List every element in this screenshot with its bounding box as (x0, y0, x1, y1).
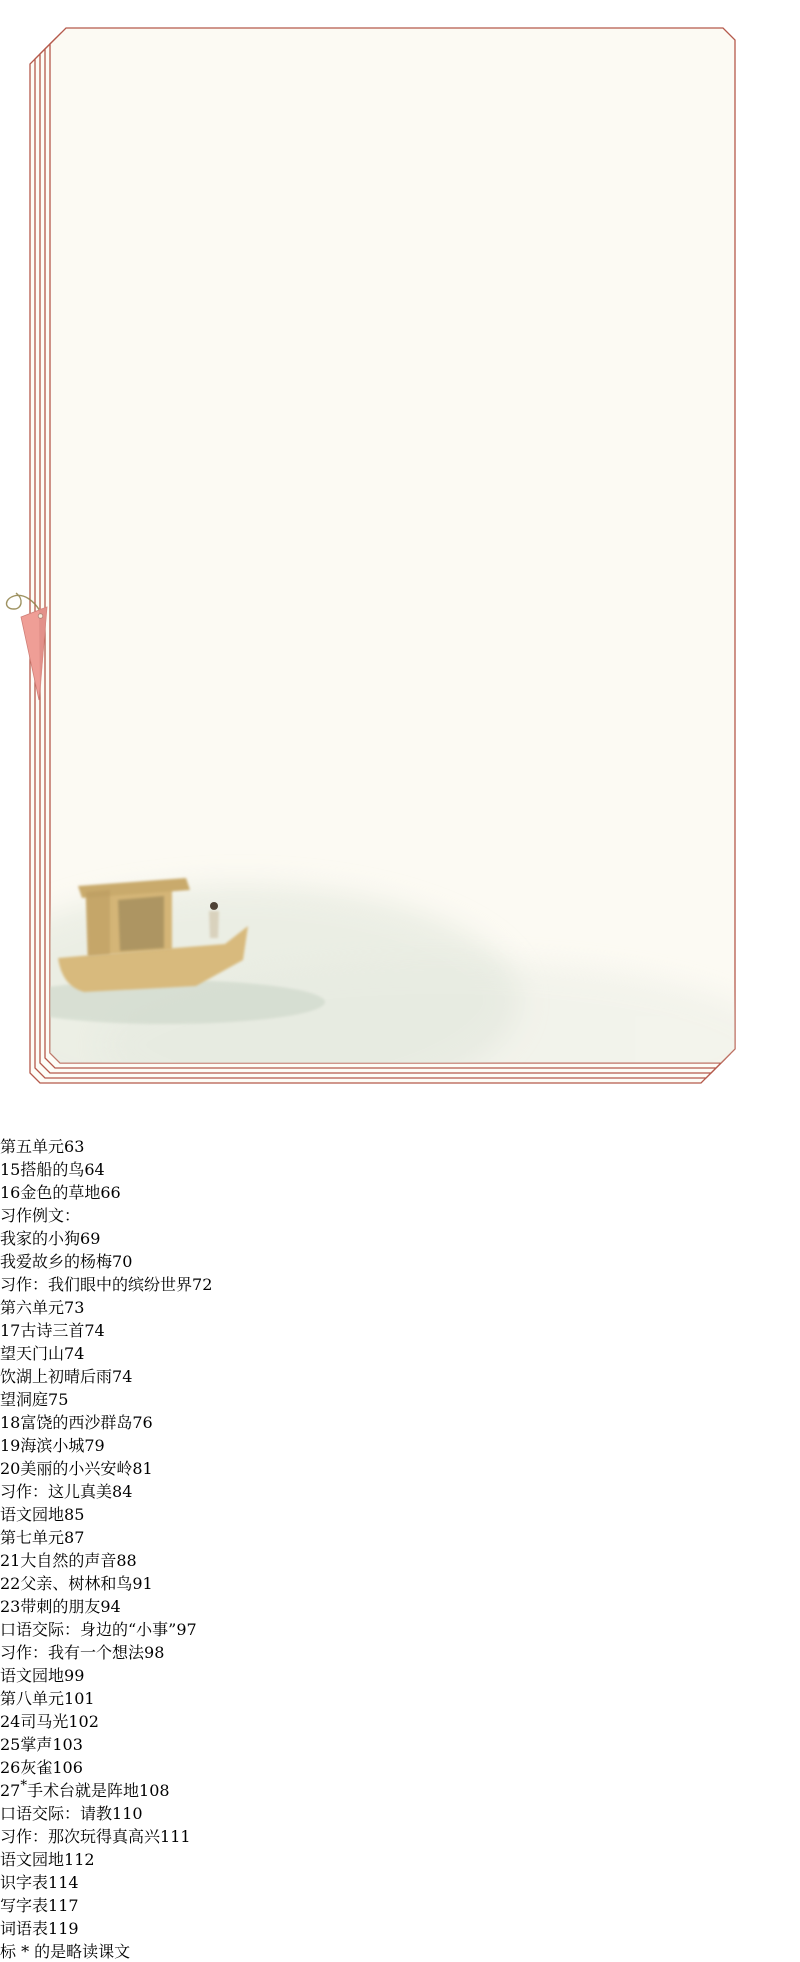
page-number: 102 (68, 1712, 99, 1731)
page-number: 94 (100, 1597, 121, 1616)
page-number: 85 (64, 1505, 85, 1524)
page-number: 74 (112, 1367, 133, 1386)
bookmark-hole (38, 614, 43, 619)
sub-row (0, 1387, 800, 1410)
lesson-row (0, 1180, 800, 1203)
page-number: 103 (52, 1735, 83, 1754)
page-number: 75 (48, 1390, 69, 1409)
page-number: 74 (84, 1321, 105, 1340)
unit-row (0, 1295, 800, 1318)
unit-title: 第七单元 (0, 1528, 65, 1547)
reference-row (0, 1893, 800, 1916)
page-number: 114 (48, 1873, 79, 1892)
sub-row (0, 1249, 800, 1272)
activity-title: 语文园地 (0, 1505, 65, 1524)
lesson-title: 搭船的鸟 (20, 1160, 85, 1179)
toc-column-right (0, 1571, 800, 1962)
skim-asterisk: * (20, 1778, 28, 1794)
page-number: 119 (48, 1919, 79, 1938)
page-number: 91 (132, 1574, 153, 1593)
page-number: 84 (112, 1482, 133, 1501)
lesson-title: 灰雀 (20, 1758, 53, 1777)
sub-row (0, 1364, 800, 1387)
lesson-title: 司马光 (20, 1712, 69, 1731)
activity-row (0, 1502, 800, 1525)
page-number: 87 (64, 1528, 85, 1547)
page-number: 76 (132, 1413, 153, 1432)
unit-row (0, 1525, 800, 1548)
lesson-number: 26 (0, 1758, 21, 1777)
reference-title: 词语表 (0, 1919, 49, 1938)
page-number: 101 (64, 1689, 95, 1708)
activity-row (0, 1617, 800, 1640)
activity-row (0, 1640, 800, 1663)
activity-row (0, 1203, 800, 1226)
reference-row (0, 1870, 800, 1893)
lesson-number: 25 (0, 1735, 21, 1754)
page-number: 70 (112, 1252, 133, 1271)
page-number: 117 (48, 1896, 79, 1915)
page-number: 66 (100, 1183, 121, 1202)
lesson-title: 掌声 (20, 1735, 53, 1754)
lesson-number: 22 (0, 1574, 21, 1593)
lesson-number: 16 (0, 1183, 21, 1202)
lesson-title: 手术台就是阵地 (27, 1781, 140, 1800)
page-number: 98 (144, 1643, 165, 1662)
activity-title: 语文园地 (0, 1666, 65, 1685)
page-number: 79 (84, 1436, 105, 1455)
activity-row (0, 1272, 800, 1295)
bookmark-tag (7, 593, 48, 700)
lesson-row (0, 1548, 800, 1571)
page-number: 69 (80, 1229, 101, 1248)
sub-title: 饮湖上初晴后雨 (0, 1367, 113, 1386)
page-number: 99 (64, 1666, 85, 1685)
page-number: 73 (64, 1298, 85, 1317)
lesson-title: 海滨小城 (20, 1436, 85, 1455)
lesson-row (0, 1433, 800, 1456)
activity-title: 习作：我们眼中的缤纷世界 (0, 1275, 193, 1294)
lesson-title: 富饶的西沙群岛 (20, 1413, 133, 1432)
page-number: 64 (84, 1160, 105, 1179)
lesson-title: 大自然的声音 (20, 1551, 117, 1570)
sub-title: 我家的小狗 (0, 1229, 81, 1248)
activity-row (0, 1479, 800, 1502)
page-number: 112 (64, 1850, 95, 1869)
lesson-number: 17 (0, 1321, 21, 1340)
lesson-number: 18 (0, 1413, 21, 1432)
lesson-row (0, 1594, 800, 1617)
activity-title: 习作例文： (0, 1206, 81, 1225)
activity-row (0, 1801, 800, 1824)
page-number: 72 (192, 1275, 213, 1294)
footnote-text: 标 * 的是略读课文 (0, 1942, 131, 1961)
lesson-number: 21 (0, 1551, 21, 1570)
page-number: 63 (64, 1137, 85, 1156)
page-number: 97 (176, 1620, 197, 1639)
activity-title: 口语交际：请教 (0, 1804, 113, 1823)
unit-title: 第六单元 (0, 1298, 65, 1317)
boatman-figure (210, 902, 218, 910)
activity-title: 口语交际：身边的“小事” (0, 1620, 177, 1639)
lesson-number: 23 (0, 1597, 21, 1616)
activity-row (0, 1663, 800, 1686)
page-number: 88 (116, 1551, 137, 1570)
lesson-row (0, 1778, 800, 1801)
unit-row (0, 1686, 800, 1709)
activity-title: 习作：那次玩得真高兴 (0, 1827, 161, 1846)
activity-row (0, 1847, 800, 1870)
lesson-row (0, 1318, 800, 1341)
lesson-number: 15 (0, 1160, 21, 1179)
lesson-number: 27* (0, 1778, 28, 1800)
sub-title: 我爱故乡的杨梅 (0, 1252, 113, 1271)
activity-title: 习作：我有一个想法 (0, 1643, 145, 1662)
reference-title: 写字表 (0, 1896, 49, 1915)
sub-row (0, 1226, 800, 1249)
sub-title: 望天门山 (0, 1344, 65, 1363)
page-number: 74 (64, 1344, 85, 1363)
unit-row (0, 1134, 800, 1157)
lesson-row (0, 1755, 800, 1778)
activity-title: 习作：这儿真美 (0, 1482, 113, 1501)
lesson-number: 20 (0, 1459, 21, 1478)
lesson-row (0, 1709, 800, 1732)
toc-column-left (0, 1134, 800, 1571)
page-number: 106 (52, 1758, 83, 1777)
activity-row (0, 1824, 800, 1847)
lesson-number: 24 (0, 1712, 21, 1731)
lesson-number: 19 (0, 1436, 21, 1455)
lesson-title: 带刺的朋友 (20, 1597, 101, 1616)
activity-title: 语文园地 (0, 1850, 65, 1869)
sub-title: 望洞庭 (0, 1390, 49, 1409)
lesson-row (0, 1732, 800, 1755)
page-number: 110 (112, 1804, 143, 1823)
reference-row (0, 1916, 800, 1939)
unit-title: 第五单元 (0, 1137, 65, 1156)
lesson-title: 父亲、树林和鸟 (20, 1574, 133, 1593)
lesson-title: 金色的草地 (20, 1183, 101, 1202)
page-number: 81 (132, 1459, 153, 1478)
lesson-title: 美丽的小兴安岭 (20, 1459, 133, 1478)
lesson-title: 古诗三首 (20, 1321, 85, 1340)
lesson-row (0, 1571, 800, 1594)
reference-title: 识字表 (0, 1873, 49, 1892)
page-number: 108 (139, 1781, 170, 1800)
lesson-row (0, 1456, 800, 1479)
unit-title: 第八单元 (0, 1689, 65, 1708)
lesson-row (0, 1410, 800, 1433)
sub-row (0, 1341, 800, 1364)
lesson-row (0, 1157, 800, 1180)
page-number: 111 (160, 1827, 191, 1846)
